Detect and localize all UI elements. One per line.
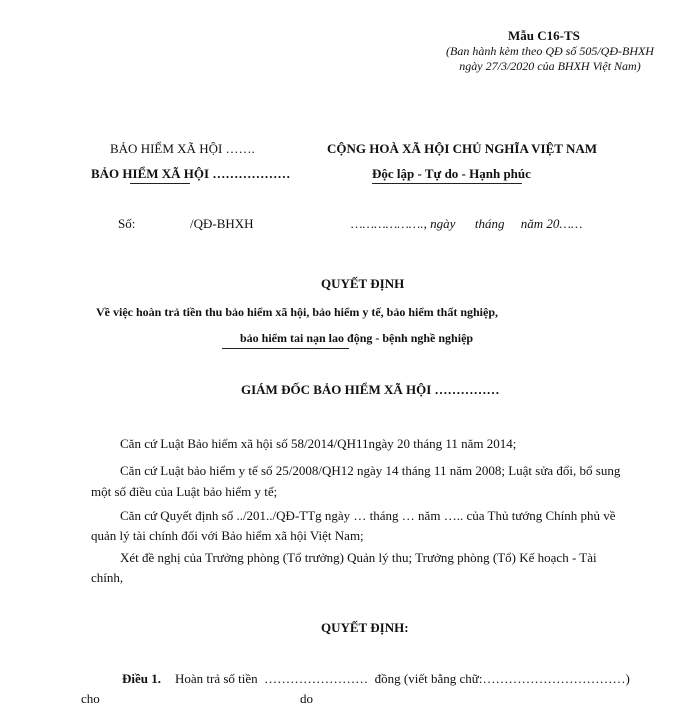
form-issuance-note: (Ban hành kèm theo QĐ số 505/QĐ-BHXH ngày 27/3/2020 của BHXH Việt Nam) xyxy=(446,44,654,73)
nation-title: CỘNG HOÀ XÃ HỘI CHỦ NGHĨA VIỆT NAM xyxy=(327,141,598,156)
motto-underline xyxy=(372,183,522,184)
subject-underline xyxy=(222,348,349,349)
document-title: QUYẾT ĐỊNH xyxy=(321,276,405,291)
article-1-cont-left: cho xyxy=(81,691,100,706)
basis-social-insurance-law: Căn cứ Luật Bảo hiểm xã hội số 58/2014/QH11ngày 20 tháng 11 năm 2014; xyxy=(120,436,517,451)
doc-number-label: Số: xyxy=(118,216,136,231)
agency-underline xyxy=(130,183,190,184)
basis-health-insurance-law: Căn cứ Luật bảo hiểm y tế số 25/2008/QH12 ngày 14 tháng 11 năm 2008; Luật sửa đổi, bổ sung xyxy=(120,463,621,478)
basis-proposal: Xét đề nghị của Trưởng phòng (Tổ trưởng) Quản lý thu; Trưởng phòng (Tổ) Kế hoạch - Tài xyxy=(120,550,597,565)
article-1-text: Hoàn trả số tiền …………………… đồng (viết bằng chữ:……………………………) xyxy=(175,671,630,686)
agency-parent: BẢO HIỂM XÃ HỘI ……. xyxy=(110,141,255,156)
subject-line-2: bảo hiểm tai nạn lao động - bệnh nghề nghiệp xyxy=(240,331,474,345)
basis-pm-decision: Căn cứ Quyết định số ../201../QĐ-TTg ngày … tháng … năm ….. của Thủ tướng Chính phủ về xyxy=(120,508,616,523)
basis-proposal-cont: chính, xyxy=(91,570,124,585)
nation-motto: Độc lập - Tự do - Hạnh phúc xyxy=(372,166,531,181)
agency-name: BẢO HIỂM XÃ HỘI ……………… xyxy=(91,166,291,181)
authority-title: GIÁM ĐỐC BẢO HIỂM XÃ HỘI …………… xyxy=(241,382,500,397)
article-1-label: Điều 1. xyxy=(122,671,161,686)
subject-line-1: Về việc hoàn trả tiền thu bảo hiểm xã hội, bảo hiểm y tế, bảo hiểm thất nghiệp, xyxy=(96,305,499,319)
form-code: Mẫu C16-TS xyxy=(508,28,580,43)
decision-heading: QUYẾT ĐỊNH: xyxy=(321,620,409,635)
basis-pm-decision-cont: quản lý tài chính đối với Bảo hiểm xã hội Việt Nam; xyxy=(91,528,364,543)
basis-health-insurance-law-cont: một số điều của Luật bảo hiểm y tế; xyxy=(91,484,278,499)
doc-number-suffix: /QĐ-BHXH xyxy=(190,216,254,231)
doc-date-line: ………………., ngày tháng năm 20…… xyxy=(351,216,583,231)
article-1-cont-mid: do xyxy=(300,691,313,706)
